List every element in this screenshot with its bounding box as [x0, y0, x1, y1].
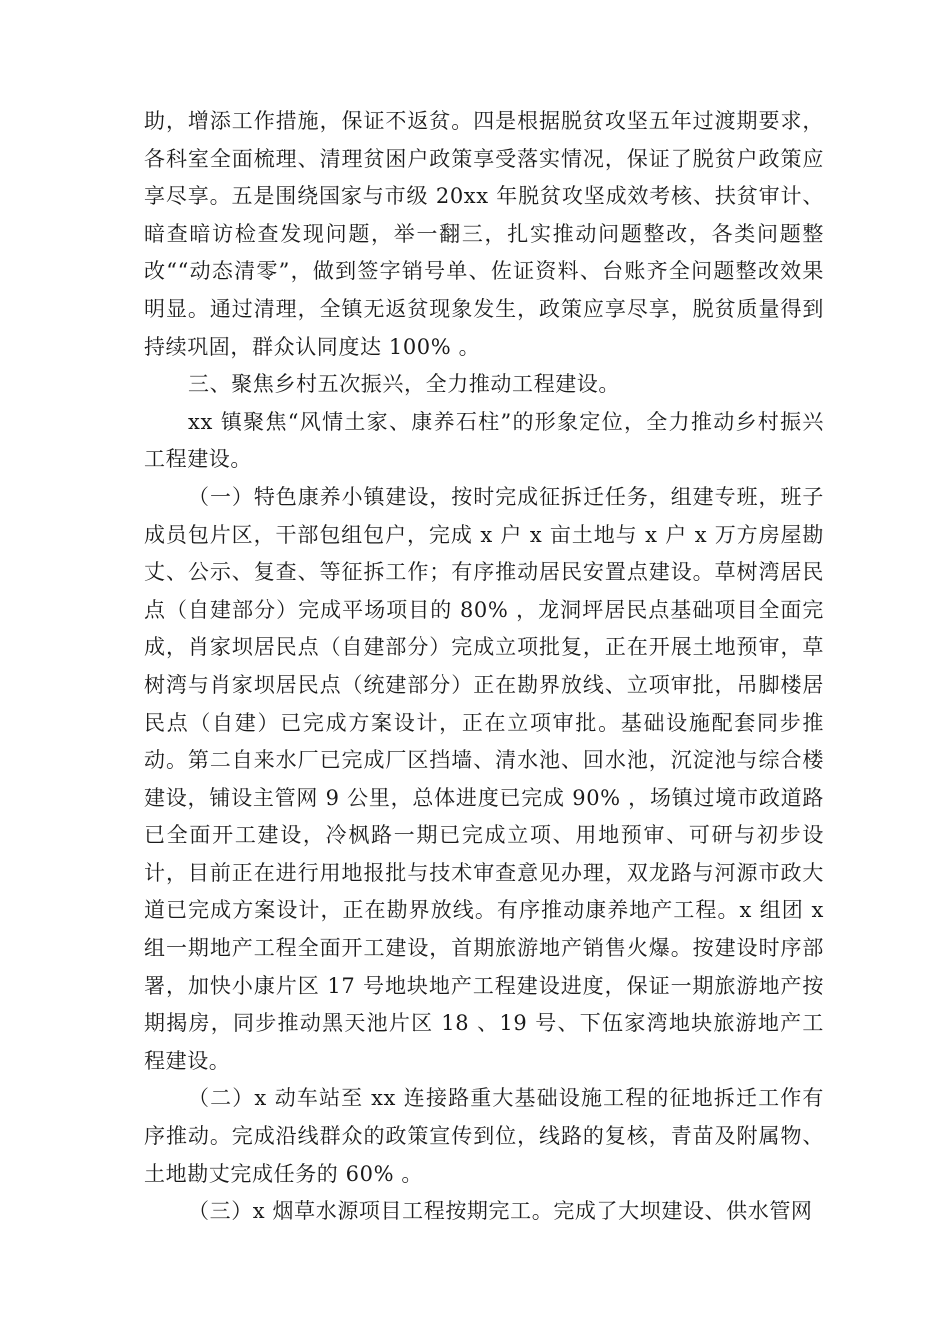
section-heading: 三、聚焦乡村五次振兴，全力推动工程建设。: [188, 372, 620, 397]
subsection-paragraph: （一）特色康养小镇建设，按时完成征拆迁任务，组建专班，班子成员包片区，干部包组包户，完成 x 户 x 亩土地与 x 户 x 万方房屋勘丈、公示、复查、等征拆工作；有序推动居民安置点建设。草树湾居民点（自建部分）完成平场项目的 80% ，龙洞坪居民点基础项目全面完成，肖家坝居民点（自建部分）完成立项批复，正在开展土地预审，草树湾与肖家坝居民点（统建部分）正在勘界放线、立项审批，吊脚楼居民点（自建）已完成方案设计，正在立项审批。基础设施配套同步推动。第二自来水厂已完成厂区挡墙、清水池、回水池，沉淀池与综合楼建设，铺设主管网 9 公里，总体进度已完成 90% ，场镇过境市政道路已全面开工建设，冷枫路一期已完成立项、用地预审、可研与初步设计，目前正在进行用地报批与技术审查意见办理，双龙路与河源市政大道已完成方案设计，正在勘界放线。有序推动康养地产工程。x 组团 x 组一期地产工程全面开工建设，首期旅游地产销售火爆。按建设时序部署，加快小康片区 17 号地块地产工程建设进度，保证一期旅游地产按期揭房，同步推动黑天池片区 18 、19 号、下伍家湾地块旅游地产工程建设。: [144, 484, 824, 1073]
subsection-paragraph: （二）x 动车站至 xx 连接路重大基础设施工程的征地拆迁工作有序推动。完成沿线群众的政策宣传到位，线路的复核，青苗及附属物、土地勘丈完成任务的 60% 。: [144, 1086, 824, 1186]
document-body: [144, 103, 824, 1231]
subsection-paragraph: （三）x 烟草水源项目工程按期完工。完成了大坝建设、供水管网: [188, 1199, 813, 1224]
body-paragraph: 助，增添工作措施，保证不返贫。四是根据脱贫攻坚五年过渡期要求，各科室全面梳理、清理贫困户政策享受落实情况，保证了脱贫户政策应享尽享。五是围绕国家与市级 20xx 年脱贫攻坚成效考核、扶贫审计、暗查暗访检查发现问题，举一翻三，扎实推动问题整改，各类问题整改““动态清零”，做到签字销号单、佐证资料、台账齐全问题整改效果明显。通过清理，全镇无返贫现象发生，政策应享尽享，脱贫质量得到持续巩固，群众认同度达 100% 。: [144, 109, 824, 359]
body-paragraph: xx 镇聚焦“风情土家、康养石柱”的形象定位，全力推动乡村振兴工程建设。: [144, 409, 824, 472]
